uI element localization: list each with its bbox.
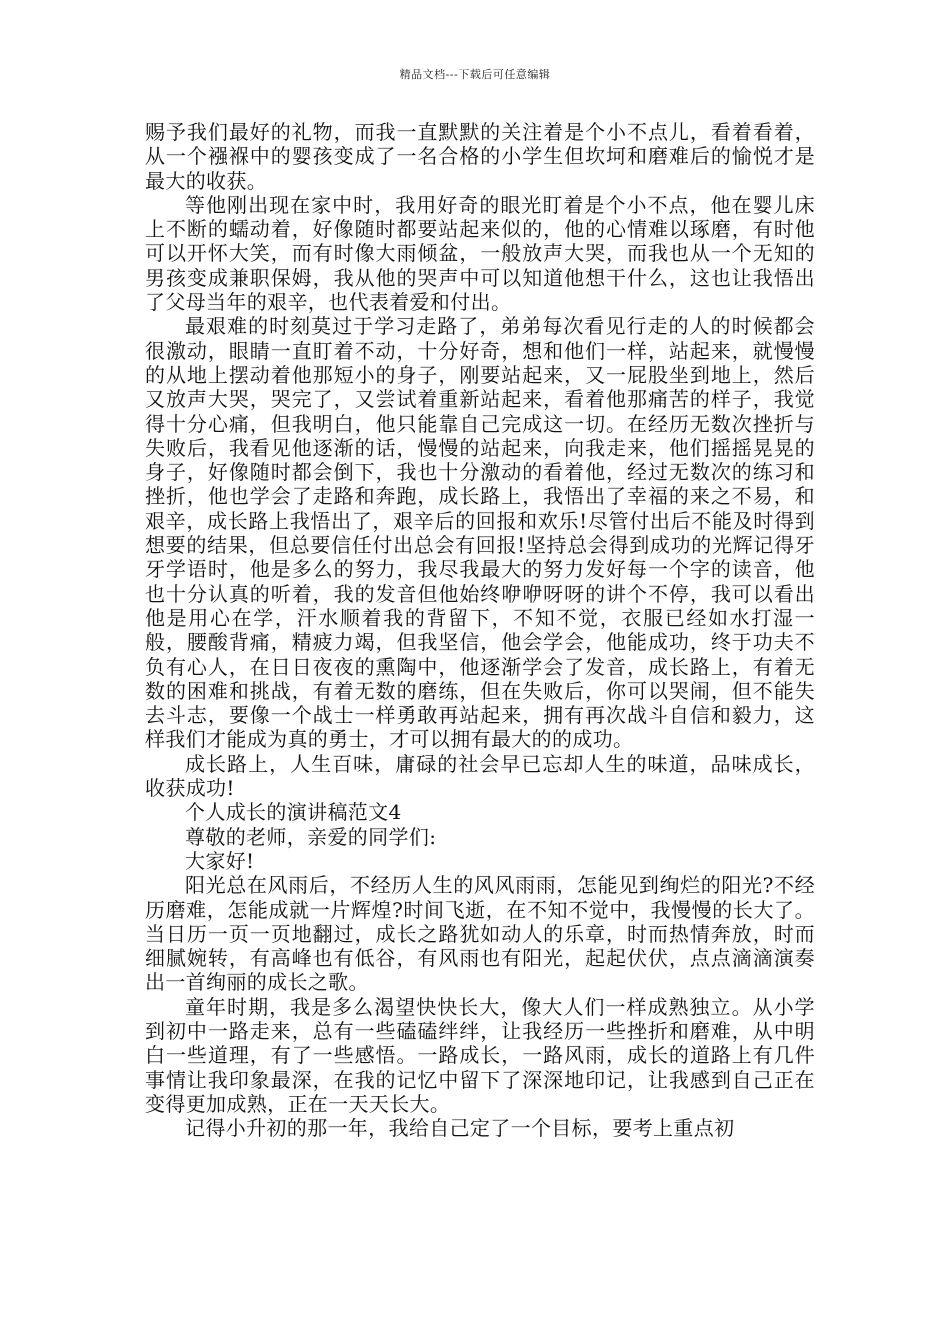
paragraph-9: 童年时期，我是多么渴望快快长大，像大人们一样成熟独立。从小学到初中一路走来，总有一些磕磕绊绊，让我经历一些挫折和磨难，从中明白一些道理，有了一些感悟。一路成长，一路风雨，成长的道路上有几件事情让我印象最深，在我的记忆中留下了深深地印记，让我感到自己正在变得更加成熟，正在一天天长大。 bbox=[145, 994, 815, 1116]
page-header: 精品文档---下载后可任意编辑 bbox=[399, 68, 551, 81]
paragraph-2: 等他刚出现在家中时，我用好奇的眼光盯着是个小不点，他在婴儿床上不断的蠕动着，好像随时都要站起来似的，他的心情难以琢磨，有时他可以开怀大笑，而有时像大雨倾盆，一般放声大哭，而我也从一个无知的男孩变成兼职保姆，我从他的哭声中可以知道他想干什么，这也让我悟出了父母当年的艰辛，也代表着爱和付出。 bbox=[145, 192, 815, 315]
paragraph-8: 阳光总在风雨后，不经历人生的风风雨雨，怎能见到绚烂的阳光?不经历磨难，怎能成就一片辉煌?时间飞逝，在不知不觉中，我慢慢的长大了。当日历一页一页地翻过，成长之路犹如动人的乐章，时而热情奔放，时而细腻婉转，有高峰也有低谷，有风雨也有阳光，起起伏伏，点点滴滴演奏出一首绚丽的成长之歌。 bbox=[145, 873, 815, 995]
paragraph-10: 记得小升初的那一年，我给自己定了一个目标，要考上重点初 bbox=[185, 1116, 735, 1141]
salutation: 尊敬的老师，亲爱的同学们: bbox=[185, 824, 437, 849]
paragraph-4: 成长路上，人生百味，庸碌的社会早已忘却人生的味道，品味成长，收获成功! bbox=[145, 751, 815, 801]
paragraph-3: 最艰难的时刻莫过于学习走路了，弟弟每次看见行走的人的时候都会很激动，眼睛一直盯着不动，十分好奇，想和他们一样，站起来，就慢慢的从地上摆动着他那短小的身子，刚要站起来，又一屁股坐到地上，然后又放声大哭，哭完了，又尝试着重新站起来，看着他那痛苦的样子，我觉得十分心痛，但我明白，他只能靠自己完成这一切。在经历无数次挫折与失败后，我看见他逐渐的话，慢慢的站起来，向我走来，他们摇摇晃晃的身子，好像随时都会倒下，我也十分激动的看着他，经过无数次的练习和挫折，他也学会了走路和奔跑，成长路上，我悟出了幸福的来之不易，和艰辛，成长路上我悟出了，艰辛后的回报和欢乐!尽管付出后不能及时得到想要的结果，但总要信任付出总会有回报!坚持总会得到成功的光辉记得牙牙学语时，他是多么的努力，我尽我最大的努力发好每一个字的读音，他也十分认真的听着，我的发音但他始终咿咿呀呀的讲个不停，我可以看出他是用心在学，汗水顺着我的背留下，不知不觉，衣服已经如水打湿一般，腰酸背痛，精疲力竭，但我坚信，他会学会，他能成功，终于功夫不负有心人，在日日夜夜的熏陶中，他逐渐学会了发音，成长路上，有着无数的困难和挑战，有着无数的磨练，但在失败后，你可以哭闹，但不能失去斗志，要像一个战士一样勇敢再站起来，拥有再次战斗自信和毅力，这样我们才能成为真的勇士，才可以拥有最大的的成功。 bbox=[145, 314, 815, 752]
document-body bbox=[145, 120, 815, 1140]
paragraph-1: 赐予我们最好的礼物，而我一直默默的关注着是个小不点儿，看着看着，从一个襁褓中的婴孩变成了一名合格的小学生但坎坷和磨难后的愉悦才是最大的收获。 bbox=[145, 120, 815, 193]
greeting: 大家好! bbox=[185, 848, 255, 873]
section-title: 个人成长的演讲稿范文4 bbox=[185, 800, 402, 825]
